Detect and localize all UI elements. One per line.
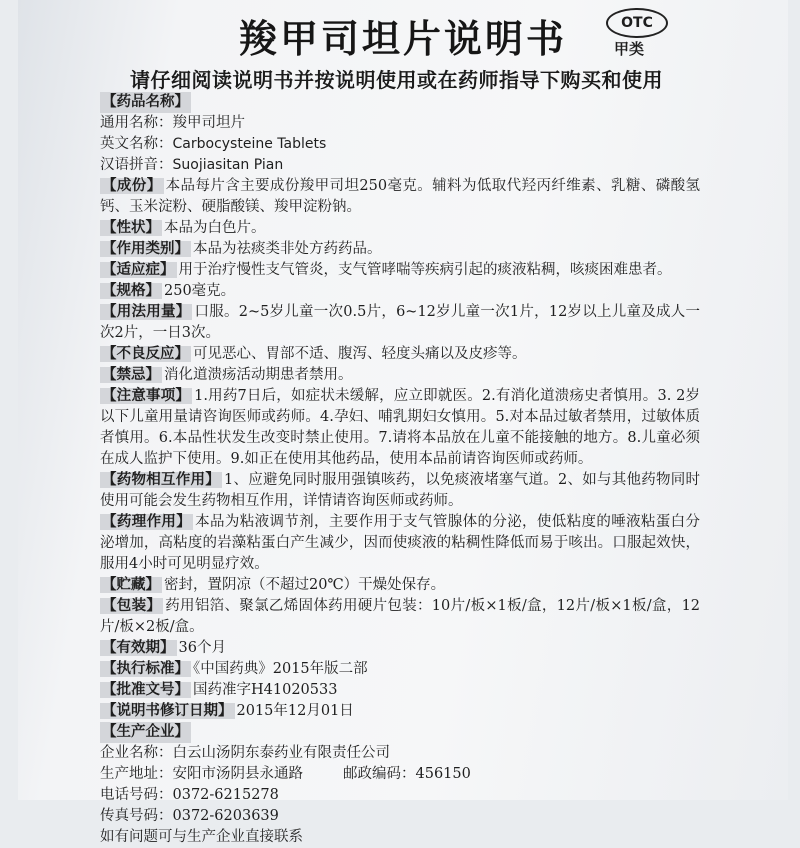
interactions-text: 1、应避免同时服用强镇咳药，以免痰液堵塞气道。2、如与其他药物同时使用可能会发生药物相互作用，详情请咨询医师或药师。 bbox=[100, 472, 701, 509]
generic-name-label: 通用名称： bbox=[100, 115, 173, 131]
specification-text: 250毫克。 bbox=[164, 283, 236, 299]
section-heading-dosage: 【用法用量】 bbox=[102, 304, 191, 320]
adverse-section bbox=[100, 344, 700, 365]
category-section bbox=[100, 239, 700, 260]
approval-text: 国药准字H41020533 bbox=[193, 682, 338, 698]
indications-text: 用于治疗慢性支气管炎，支气管哮喘等疾病引起的痰液粘稠，咳痰困难患者。 bbox=[178, 262, 672, 278]
fax-row bbox=[100, 806, 700, 827]
contact-note-row bbox=[100, 827, 700, 848]
properties-text: 本品为白色片。 bbox=[164, 220, 266, 236]
address-row bbox=[100, 764, 700, 785]
validity-section bbox=[100, 638, 700, 659]
section-heading-specification: 【规格】 bbox=[102, 283, 160, 299]
adverse-text: 可见恶心、胃部不适、腹泻、轻度头痛以及皮疹等。 bbox=[193, 346, 527, 362]
phone-row bbox=[100, 785, 700, 806]
drug-name-section bbox=[100, 92, 700, 113]
section-heading-manufacturer: 【生产企业】 bbox=[100, 722, 191, 743]
section-heading-pharmacology: 【药理作用】 bbox=[102, 514, 192, 530]
dosage-text: 口服。2~5岁儿童一次0.5片，6~12岁儿童一次1片，12岁以上儿童及成人一次2片，一日3次。 bbox=[100, 304, 701, 341]
standard-text: 《中国药典》2015年版二部 bbox=[193, 661, 368, 677]
section-heading-storage: 【贮藏】 bbox=[102, 577, 160, 593]
usage-notice: 请仔细阅读说明书并按说明使用或在药师指导下购买和使用 bbox=[130, 68, 663, 92]
fax-value: 0372-6203639 bbox=[172, 808, 279, 824]
manufacturer-section bbox=[100, 722, 700, 743]
pinyin-name-label: 汉语拼音： bbox=[100, 157, 173, 173]
section-heading-approval: 【批准文号】 bbox=[102, 682, 189, 698]
postcode-label: 邮政编码： bbox=[343, 766, 416, 782]
generic-name-value: 羧甲司坦片 bbox=[172, 115, 245, 131]
address-value: 安阳市汤阴县永通路 bbox=[172, 766, 303, 782]
section-heading-ingredients: 【成份】 bbox=[102, 178, 162, 194]
address-label: 生产地址： bbox=[100, 766, 173, 782]
revision-text: 2015年12月01日 bbox=[236, 703, 354, 719]
english-name-value: Carbocysteine Tablets bbox=[172, 136, 327, 152]
contraindications-text: 消化道溃疡活动期患者禁用。 bbox=[164, 367, 353, 383]
postcode-value: 456150 bbox=[415, 766, 471, 782]
section-heading-revision: 【说明书修订日期】 bbox=[102, 703, 233, 719]
pinyin-name-row bbox=[100, 155, 700, 176]
leaflet-body bbox=[100, 92, 700, 848]
otc-badge: OTC bbox=[606, 8, 668, 38]
section-heading-indications: 【适应症】 bbox=[102, 262, 175, 278]
approval-section bbox=[100, 680, 700, 701]
section-heading-adverse: 【不良反应】 bbox=[102, 346, 189, 362]
english-name-label: 英文名称： bbox=[100, 136, 173, 152]
precautions-text: 1.用药7日后，如症状未缓解，应立即就医。2.有消化道溃疡史者慎用。3. 2岁以下儿童用量请咨询医师或药师。4.孕妇、哺乳期妇女慎用。5.对本品过敏者禁用，过敏体质者慎用。6.本品性状发生改变时禁止使用。7.请将本品放在儿童不能接触的地方。8.儿童必须在成人监护下使用。9.如正在使用其他药品，使用本品前请咨询医师或药师。 bbox=[100, 388, 701, 467]
section-heading-validity: 【有效期】 bbox=[102, 640, 175, 656]
precautions-section bbox=[100, 386, 700, 470]
phone-value: 0372-6215278 bbox=[172, 787, 279, 803]
english-name-row bbox=[100, 134, 700, 155]
validity-text: 36个月 bbox=[178, 640, 226, 656]
section-heading-properties: 【性状】 bbox=[102, 220, 160, 236]
section-heading-package: 【包装】 bbox=[102, 598, 162, 614]
properties-section bbox=[100, 218, 700, 239]
ingredients-text: 本品每片含主要成份羧甲司坦250毫克。辅料为低取代羟丙纤维素、乳糖、磷酸氢钙、玉米淀粉、硬脂酸镁、羧甲淀粉钠。 bbox=[100, 178, 700, 215]
specification-section bbox=[100, 281, 700, 302]
package-section bbox=[100, 596, 700, 638]
indications-section bbox=[100, 260, 700, 281]
section-heading-precautions: 【注意事项】 bbox=[102, 388, 191, 404]
interactions-section bbox=[100, 470, 700, 512]
pinyin-name-value: Suojiasitan Pian bbox=[172, 157, 284, 173]
dosage-section bbox=[100, 302, 700, 344]
section-heading-drug-name: 【药品名称】 bbox=[100, 92, 191, 113]
company-name-value: 白云山汤阴东泰药业有限责任公司 bbox=[172, 745, 390, 761]
otc-class-label: 甲类 bbox=[614, 40, 645, 58]
revision-section bbox=[100, 701, 700, 722]
contact-note: 如有问题可与生产企业直接联系 bbox=[100, 829, 303, 845]
standard-section bbox=[100, 659, 700, 680]
section-heading-interactions: 【药物相互作用】 bbox=[102, 472, 221, 488]
section-heading-contraindications: 【禁忌】 bbox=[102, 367, 160, 383]
section-heading-category: 【作用类别】 bbox=[102, 241, 189, 257]
document-title: 羧甲司坦片说明书 bbox=[238, 17, 567, 61]
pharmacology-text: 本品为粘液调节剂，主要作用于支气管腺体的分泌，使低粘度的唾液粘蛋白分泌增加，高粘度的岩藻粘蛋白产生减少，因而使痰液的粘稠性降低而易于咳出。口服起效快，服用4小时可见明显疗效。 bbox=[100, 514, 700, 572]
fax-label: 传真号码： bbox=[100, 808, 173, 824]
section-heading-standard: 【执行标准】 bbox=[102, 661, 189, 677]
category-text: 本品为祛痰类非处方药药品。 bbox=[193, 241, 382, 257]
package-text: 药用铝箔、聚氯乙烯固体药用硬片包装：10片/板×1板/盒，12片/板×1板/盒，12片/板×2板/盒。 bbox=[100, 598, 701, 635]
company-name-label: 企业名称： bbox=[100, 745, 173, 761]
storage-section bbox=[100, 575, 700, 596]
generic-name-row bbox=[100, 113, 700, 134]
contraindications-section bbox=[100, 365, 700, 386]
ingredients-section bbox=[100, 176, 700, 218]
company-name-row bbox=[100, 743, 700, 764]
storage-text: 密封，置阴凉（不超过20℃）干燥处保存。 bbox=[164, 577, 446, 593]
phone-label: 电话号码： bbox=[100, 787, 173, 803]
pharmacology-section bbox=[100, 512, 700, 575]
